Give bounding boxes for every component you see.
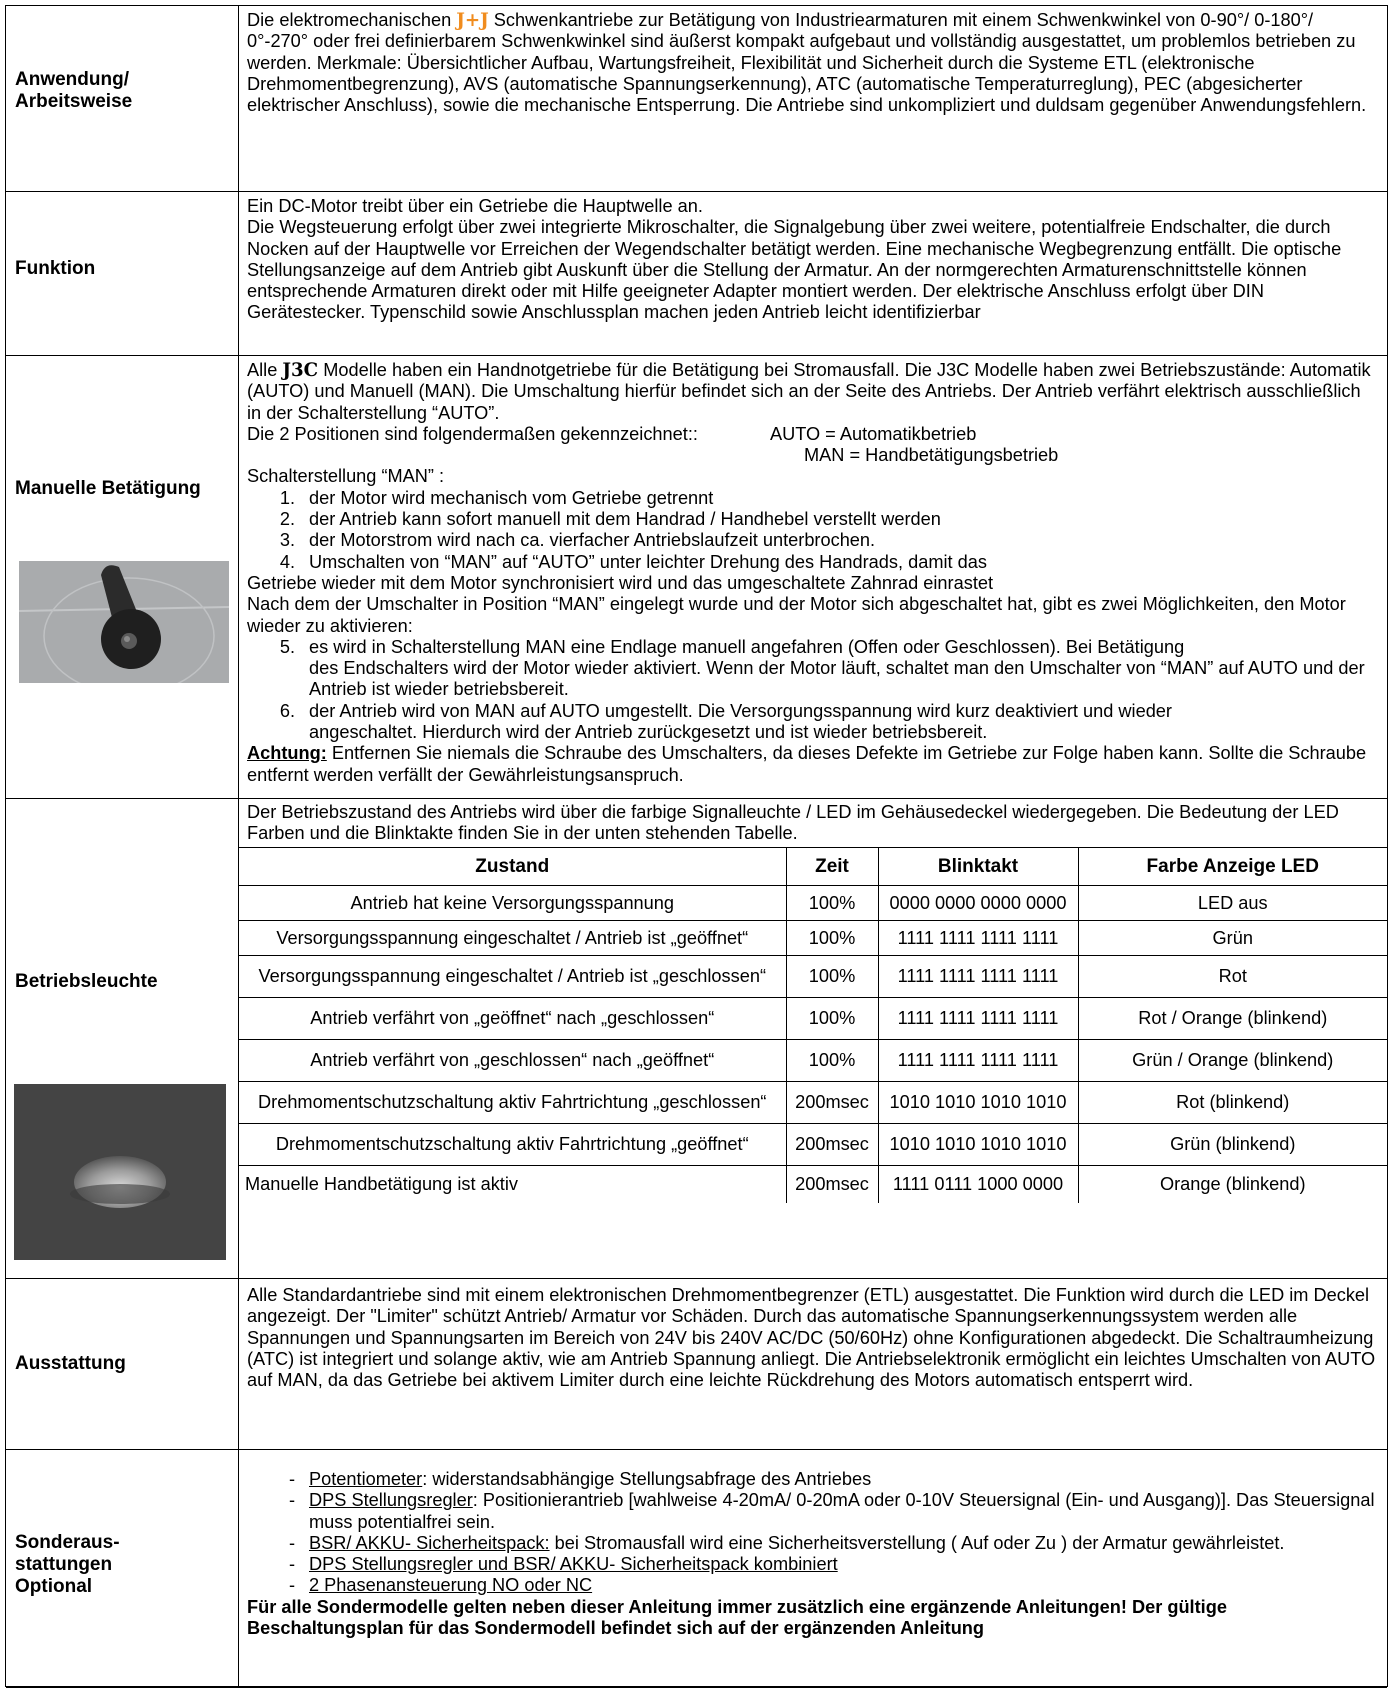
label-cell xyxy=(6,6,239,191)
table-cell: Drehmomentschutzschaltung aktiv Fahrtrichtung „geschlossen“ xyxy=(239,1082,786,1124)
nach-paragraph: Nach dem der Umschalter in Position “MAN” eingelegt wurde und der Motor sich abgeschaltet hat, gibt es zwei Möglichkeiten, den Motor wieder zu aktivieren: xyxy=(247,594,1346,636)
sonder-footer: Für alle Sondermodelle gelten neben dieser Anleitung immer zusätzlich eine ergänzende Anleitungen! Der gültige Beschaltungsplan für das Sondermodell befindet sich auf der ergänzenden Anleitung xyxy=(247,1596,1227,1639)
row-anwendung xyxy=(6,6,1387,192)
table-cell: 100% xyxy=(786,1040,878,1082)
content-cell xyxy=(239,192,1387,355)
list-dash: - xyxy=(289,1490,296,1511)
table-header-row xyxy=(239,848,1387,886)
content-cell xyxy=(239,6,1387,191)
table-cell: 200msec xyxy=(786,1124,878,1166)
list-item xyxy=(247,637,1379,701)
table-row xyxy=(239,886,1387,921)
row-sonderausstattungen xyxy=(6,1450,1387,1688)
option-name: 2 Phasenansteuerung NO oder NC xyxy=(309,1575,593,1596)
table-cell: 1111 1111 1111 1111 xyxy=(878,956,1078,998)
step-text: der Motor wird mechanisch vom Getriebe getrennt xyxy=(309,487,714,508)
list-item xyxy=(247,530,1379,551)
table-row xyxy=(239,1082,1387,1124)
table-cell: 100% xyxy=(786,998,878,1040)
position-auto: AUTO = Automatikbetrieb xyxy=(769,423,977,444)
table-cell: Antrieb hat keine Versorgungsspannung xyxy=(239,886,786,921)
step-text: es wird in Schalterstellung MAN eine Endlage manuell angefahren (Offen oder Geschlossen). Bei Betätigung xyxy=(309,636,1185,657)
option-name: DPS Stellungsregler und BSR/ AKKU- Sicherheitspack kombiniert xyxy=(309,1554,838,1575)
option-name: Potentiometer xyxy=(309,1469,423,1489)
led-dome-illustration xyxy=(14,1084,226,1260)
step-number: 2. xyxy=(279,509,295,530)
column-header: Farbe Anzeige LED xyxy=(1078,848,1387,886)
table-cell: 1010 1010 1010 1010 xyxy=(878,1082,1078,1124)
column-header: Zeit xyxy=(786,848,878,886)
table-cell: 200msec xyxy=(786,1166,878,1203)
switch-lever-illustration xyxy=(19,561,229,683)
schalter-heading: Schalterstellung “MAN” : xyxy=(247,466,445,487)
positions-intro: Die 2 Positionen sind folgendermaßen gekennzeichnet:: xyxy=(247,423,698,444)
list-dash: - xyxy=(289,1554,296,1575)
table-cell: 1010 1010 1010 1010 xyxy=(878,1124,1078,1166)
table-row xyxy=(239,1040,1387,1082)
list-item xyxy=(247,701,1379,744)
manual-switch-lever-photo xyxy=(19,561,229,683)
table-cell: Grün xyxy=(1078,921,1387,956)
list-item xyxy=(247,1469,1379,1490)
list-dash: - xyxy=(289,1532,296,1553)
table-cell: 100% xyxy=(786,886,878,921)
positions-line xyxy=(247,424,1379,445)
table-cell: Grün (blinkend) xyxy=(1078,1124,1387,1166)
option-name: BSR/ AKKU- Sicherheitspack: xyxy=(309,1532,550,1553)
step-text: der Motorstrom wird nach ca. vierfacher Antriebslaufzeit unterbrochen. xyxy=(309,530,876,551)
funktion-paragraph: Die Wegsteuerung erfolgt über zwei integrierte Mikroschalter, die Signalgebung über zwei weitere, potentialfreie Endschalter, die durch Nocken auf der Hauptwelle vor Erreichen der Wegendschalter betätigt werden. Eine mechanische Wegbegrenzung entfällt. Die optische Stellungsanzeige auf dem Antrieb gibt Auskunft über die Stellung der Armatur. An der normgerechten Armaturenschnittstelle können entsprechende Armaturen direkt oder mit Hilfe geeigneter Adapter montiert werden. Der elektrische Anschluss erfolgt über DIN Gerätestecker. Typenschild sowie Anschlussplan machen jeden Antrieb leicht identifizierbar xyxy=(247,217,1342,323)
anwendung-text-start: Die elektromechanischen xyxy=(247,10,457,30)
list-item xyxy=(247,1554,1379,1575)
table-cell: Rot xyxy=(1078,956,1387,998)
row-ausstattung xyxy=(6,1279,1387,1450)
row-label-funktion: Funktion xyxy=(15,258,96,279)
table-cell: 100% xyxy=(786,956,878,998)
achtung-text: Entfernen Sie niemals die Schraube des Umschalters, da dieses Defekte im Getriebe zur Folge haben kann. Sollte die Schraube entfernt werden verfällt der Gewährleistungsanspruch. xyxy=(247,743,1367,785)
list-dash: - xyxy=(289,1575,296,1596)
step-text: Umschalten von “MAN” auf “AUTO” unter leichter Drehung des Handrads, damit das xyxy=(309,551,987,572)
step-number: 3. xyxy=(279,530,295,551)
step4-continuation: Getriebe wieder mit dem Motor synchronisiert wird und das umgeschaltete Zahnrad einrastet xyxy=(247,572,994,593)
list-dash: - xyxy=(289,1469,296,1489)
manuell-intro xyxy=(247,360,1379,424)
row-label-manuell: Manuelle Betätigung xyxy=(15,478,201,499)
brand-logo-j3c: J3C xyxy=(282,360,319,381)
led-table-body xyxy=(239,886,1387,1203)
content-cell xyxy=(239,1450,1387,1687)
achtung-label: Achtung: xyxy=(247,743,327,764)
table-cell: Orange (blinkend) xyxy=(1078,1166,1387,1203)
table-row xyxy=(239,1166,1387,1203)
table-cell: 200msec xyxy=(786,1082,878,1124)
table-cell: 1111 1111 1111 1111 xyxy=(878,1040,1078,1082)
row-label-betriebsleuchte: Betriebsleuchte xyxy=(15,971,158,992)
row-label-anwendung: Anwendung/ Arbeitsweise xyxy=(15,69,133,112)
options-list xyxy=(247,1469,1379,1597)
table-row xyxy=(239,956,1387,998)
option-name: DPS Stellungsregler xyxy=(309,1490,473,1511)
option-description: bei Stromausfall wird eine Sicherheitsverstellung ( Auf oder Zu ) der Armatur gewährleistet. xyxy=(549,1532,1285,1553)
table-cell: Manuelle Handbetätigung ist aktiv xyxy=(239,1166,786,1203)
reactivate-steps-list xyxy=(247,637,1379,743)
list-item xyxy=(247,1490,1379,1533)
label-cell xyxy=(6,1450,239,1687)
brand-logo-jj: J+J xyxy=(456,10,489,31)
status-led-dome-photo xyxy=(14,1084,226,1260)
column-header: Zustand xyxy=(239,848,786,886)
column-header: Blinktakt xyxy=(878,848,1078,886)
content-cell xyxy=(239,799,1387,1278)
label-cell xyxy=(6,192,239,355)
list-item xyxy=(247,1575,1379,1596)
table-cell: Versorgungsspannung eingeschaltet / Antrieb ist „geschlossen“ xyxy=(239,956,786,998)
list-item xyxy=(247,1533,1379,1554)
option-description: : widerstandsabhängige Stellungsabfrage des Antriebes xyxy=(422,1469,872,1489)
achtung-note xyxy=(247,743,1379,786)
man-steps-list xyxy=(247,488,1379,573)
table-cell: LED aus xyxy=(1078,886,1387,921)
table-cell: Grün / Orange (blinkend) xyxy=(1078,1040,1387,1082)
list-item xyxy=(247,488,1379,509)
list-item xyxy=(247,552,1379,573)
content-cell xyxy=(239,356,1387,798)
table-cell: Rot / Orange (blinkend) xyxy=(1078,998,1387,1040)
table-cell: 1111 1111 1111 1111 xyxy=(878,921,1078,956)
table-cell: Antrieb verfährt von „geöffnet“ nach „geschlossen“ xyxy=(239,998,786,1040)
table-cell: 1111 1111 1111 1111 xyxy=(878,998,1078,1040)
led-status-table xyxy=(239,847,1387,1203)
step-number: 5. xyxy=(279,636,295,657)
table-cell: 1111 0111 1000 0000 xyxy=(878,1166,1078,1203)
row-label-ausstattung: Ausstattung xyxy=(15,1353,126,1374)
step-text-continued: angeschaltet. Hierdurch wird der Antrieb zurückgesetzt und ist wieder betriebsbereit. xyxy=(309,722,988,743)
table-row xyxy=(239,921,1387,956)
step-number: 4. xyxy=(279,551,295,572)
step-text: der Antrieb kann sofort manuell mit dem Handrad / Handhebel verstellt werden xyxy=(309,509,941,530)
table-cell: 100% xyxy=(786,921,878,956)
table-cell: Antrieb verfährt von „geschlossen“ nach „geöffnet“ xyxy=(239,1040,786,1082)
position-man: MAN = Handbetätigungsbetrieb xyxy=(804,445,1059,466)
list-item xyxy=(247,509,1379,530)
betrieb-intro: Der Betriebszustand des Antriebs wird über die farbige Signalleuchte / LED im Gehäusedeckel wiedergegeben. Die Bedeutung der LED Farben und die Blinktakte finden Sie in der unten stehenden Tabelle. xyxy=(247,802,1339,844)
table-cell: Versorgungsspannung eingeschaltet / Antrieb ist „geöffnet“ xyxy=(239,921,786,956)
row-label-sonder: Sonderaus- stattungen Optional xyxy=(15,1532,120,1597)
ausstattung-text: Alle Standardantriebe sind mit einem elektronischen Drehmomentbegrenzer (ETL) ausgestattet. Die Funktion wird durch die LED im Deckel angezeigt. Der "Limiter" schützt Antrieb/ Armatur vor Schäden. Durch das automatische Spannungserkennungssystem werden alle Spannungen und Spannungsarten im Bereich von 24V bis 240V AC/DC (50/60Hz) ohne Konfigurationen abgedeckt. Die Schaltraumheizung (ATC) ist integriert und solange aktiv, wie am Antrieb Spannung anliegt. Die Antriebselektronik ermöglicht ein leichtes Umschalten von AUTO auf MAN, da das Getriebe bei aktivem Limiter durch eine leichte Rückdrehung des Motors automatisch entsperrt wird. xyxy=(247,1285,1376,1391)
option-description: : Positionierantrieb [wahlweise 4-20mA/ 0-20mA oder 0-10V Steuersignal (Ein- und Ausgang)]. Das Steuersignal muss potentialfrei sein. xyxy=(309,1490,1375,1532)
step-text: der Antrieb wird von MAN auf AUTO umgestellt. Die Versorgungsspannung wird kurz deaktiviert und wieder xyxy=(309,700,1172,721)
content-cell xyxy=(239,1279,1387,1449)
table-cell: Rot (blinkend) xyxy=(1078,1082,1387,1124)
table-row xyxy=(239,998,1387,1040)
table-cell: 0000 0000 0000 0000 xyxy=(878,886,1078,921)
step-number: 1. xyxy=(279,487,295,508)
funktion-line1: Ein DC-Motor treibt über ein Getriebe die Hauptwelle an. xyxy=(247,196,703,216)
row-funktion xyxy=(6,192,1387,356)
table-cell: Drehmomentschutzschaltung aktiv Fahrtrichtung „geöffnet“ xyxy=(239,1124,786,1166)
anwendung-text xyxy=(247,10,1379,116)
step-text-continued: des Endschalters wird der Motor wieder aktiviert. Wenn der Motor läuft, schaltet man den Umschalter von “MAN” auf AUTO und der Antrieb ist wieder betriebsbereit. xyxy=(309,658,1365,700)
step-number: 6. xyxy=(279,700,295,721)
manuell-intro-rest: Modelle haben ein Handnotgetriebe für die Betätigung bei Stromausfall. Die J3C Modelle haben zwei Betriebszustände: Automatik (AUTO) und Manuell (MAN). Die Umschaltung hierfür befindet sich an der Seite des Antriebs. Der Antrieb verfährt elektrisch ausschließlich in der Schalterstellung “AUTO”. xyxy=(247,360,1371,423)
anwendung-text-rest: Schwenkantriebe zur Betätigung von Industriearmaturen mit einem Schwenkwinkel von 0-90°/ 0-180°/ 0°-270° oder frei definierbarem Schwenkwinkel sind äußerst kompakt aufgebaut und vollständig ausgestattet, um problemlos betrieben zu werden. Merkmale: Übersichtlicher Aufbau, Wartungsfreiheit, Flexibilität und Sicherheit durch die Systeme ETL (elektronische Drehmomentbegrenzung), AVS (automatische Spannungserkennung), ATC (automatische Temperaturreglung), PEC (abgesicherter elektrischer Anschluss), sowie die mechanische Entsperrung. Die Antriebe sind unkompliziert und duldsam gegenüber Anwendungsfehlern. xyxy=(247,10,1367,116)
table-row xyxy=(239,1124,1387,1166)
manuell-intro-start: Alle xyxy=(247,360,283,380)
label-cell xyxy=(6,1279,239,1449)
datasheet-table xyxy=(5,5,1388,1687)
